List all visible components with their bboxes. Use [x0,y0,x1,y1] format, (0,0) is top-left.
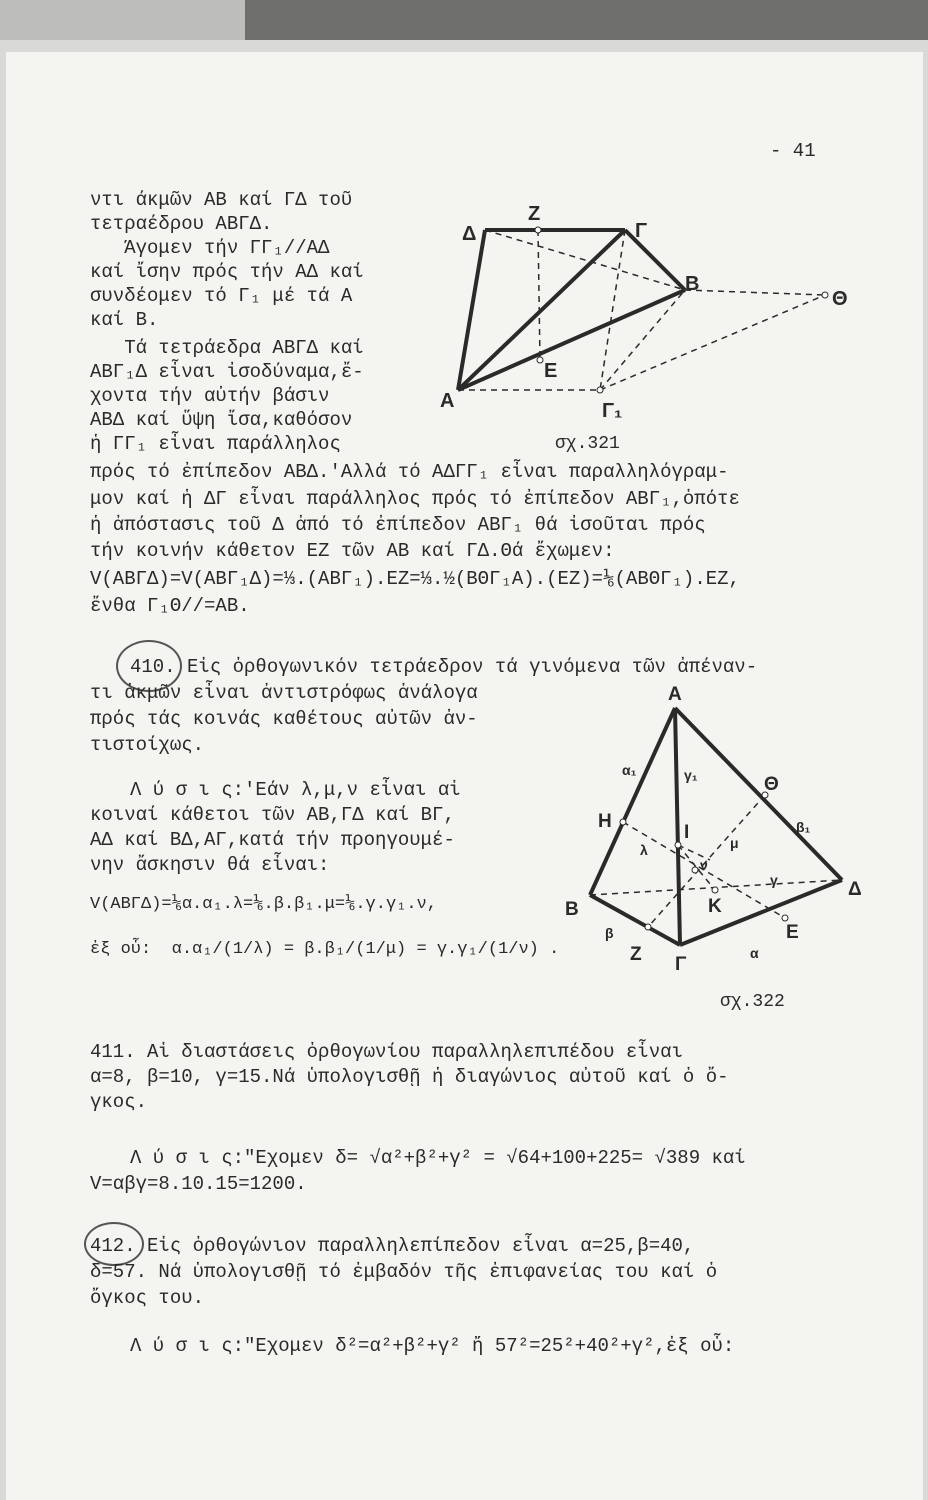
problem-410-line: 410. Εἰς ὀρθογωνικόν τετράεδρον τά γινόμενα τῶν ἀπέναν- [130,656,758,678]
text-line: πρός τό ἐπίπεδον ΑΒΔ.'Αλλά τό ΑΔΓΓ₁ εἶναι παραλληλόγραμ- [90,461,729,483]
label-gamma: Γ [675,954,687,975]
text-line: καί ἴσην πρός τήν ΑΔ καί [90,261,364,283]
figure-caption-321: σχ.321 [555,434,620,454]
text-line: ΑΒΓ₁Δ εἶναι ἰσοδύναμα,ἔ- [90,361,364,383]
text-line: τετραέδρου ΑΒΓΔ. [90,213,273,235]
label-epsilon: Ε [544,360,558,382]
solution-410-line: ΑΔ καί ΒΔ,ΑΓ,κατά τήν προηγουμέ- [90,829,455,851]
label-c1: γ₁ [684,767,698,783]
solution-411-line: V=αβγ=8.10.15=1200. [90,1173,307,1195]
problem-411-line: α=8, β=10, γ=15.Νά ὑπολογισθῇ ἡ διαγώνιος αὐτοῦ καί ὁ ὄ- [90,1066,729,1088]
formula-ratios: ἐξ οὗ: α.α₁/(1/λ) = β.β₁/(1/μ) = γ.γ₁/(1/ν) . [90,940,560,959]
problem-412-line: ὄγκος του. [90,1287,205,1309]
text-line: ἡ ἀπόστασις τοῦ Δ ἀπό τό ἐπίπεδον ΑΒΓ₁ θά ἰσοῦται πρός [90,514,706,536]
problem-411-line: γκος. [90,1091,148,1113]
label-gamma-small: γ [770,872,778,888]
label-theta: Θ [832,288,848,310]
label-epsilon: Ε [786,922,799,943]
text-line: ἔνθα Γ₁Θ//=ΑΒ. [90,595,250,617]
label-kappa: Κ [708,896,722,917]
label-a1: α₁ [622,762,637,778]
problem-411-line: 411. Αἱ διαστάσεις ὀρθογωνίου παραλληλεπιπέδου εἶναι [90,1041,683,1063]
formula-volume-products: V(ΑΒΓΔ)=⅙α.α₁.λ=⅙.β.β₁.μ=⅙.γ.γ₁.ν, [90,895,437,914]
scan-dark-strip [245,0,928,40]
problem-410-line: τι ἀκμῶν εἶναι ἀντιστρόφως ἀνάλογα [90,682,478,704]
label-alpha: Α [440,390,455,412]
text-line: ἡ ΓΓ₁ εἶναι παράλληλος [90,433,341,455]
label-lambda: λ [640,842,648,858]
solution-411-line: Λ ύ σ ι ς:"Εχομεν δ= √α²+β²+γ² = √64+100+225= √389 καί [130,1147,746,1169]
figure-caption-322: σχ.322 [720,992,785,1012]
text-line: τήν κοινήν κάθετον ΕΖ τῶν ΑΒ καί ΓΔ.Θά ἔχωμεν: [90,540,615,562]
solution-410-line: Λ ύ σ ι ς:'Εάν λ,μ,ν εἶναι αἱ [130,779,461,801]
label-gamma: Γ [635,220,648,242]
label-theta: Θ [764,774,779,795]
figure-321 [410,195,860,435]
text-line: συνδέομεν τό Γ₁ μέ τά Α [90,285,353,307]
label-zeta: Ζ [630,944,642,965]
solution-410-line: κοιναί κάθετοι τῶν ΑΒ,ΓΔ καί ΒΓ, [90,804,455,826]
label-beta: Β [685,273,700,295]
label-gamma1: Γ₁ [602,400,623,422]
problem-410-line: πρός τάς κοινάς καθέτους αὐτῶν ἀν- [90,708,478,730]
label-beta: Β [565,899,579,920]
label-alpha-small: α [750,945,759,961]
label-eta: Η [598,811,612,832]
page-number: - 41 [770,140,816,162]
label-alpha: Α [668,684,682,705]
label-mu: μ [730,835,739,851]
label-beta-small: β [605,925,614,941]
figure-322 [560,680,880,990]
problem-412-line: δ=57. Νά ὑπολογισθῇ τό ἐμβαδόν τῆς ἐπιφανείας του καί ὁ [90,1261,718,1283]
problem-410-line: τιστοίχως. [90,734,205,756]
text-line: χοντα τήν αὐτήν βάσιν [90,385,330,407]
edge-ab [458,290,685,390]
text-line: Άγομεν τήν ΓΓ₁//ΑΔ [90,237,330,259]
text-line: ντι άκμῶν ΑΒ καί ΓΔ τοῦ [90,189,353,211]
text-line: ΑΒΔ καί ὕψη ἴσα,καθόσον [90,409,353,431]
label-nu: ν [700,857,708,873]
text-line: μον καί ἡ ΔΓ εἶναι παράλληλος πρός τό ἐπίπεδον ΑΒΓ₁,ὁπότε [90,488,740,510]
label-delta: Δ [848,879,862,900]
text-line: καί Β. [90,309,159,331]
solution-410-line: νην ἄσκησιν θά εἶναι: [90,854,330,876]
label-delta: Δ [462,223,477,245]
edge-ag [458,230,625,390]
problem-412-line: 412. Εἰς ὀρθογώνιον παραλληλεπίπεδον εἶναι α=25,β=40, [90,1235,695,1257]
formula-volume: V(ΑΒΓΔ)=V(ΑΒΓ₁Δ)=⅓.(ΑΒΓ₁).ΕΖ=⅓.½(ΒΘΓ₁Α).(ΕΖ)=⅙(ΑΒΘΓ₁).ΕΖ, [90,568,740,590]
label-zeta: Ζ [528,203,541,225]
label-iota: Ι [684,822,690,843]
solution-412-line: Λ ύ σ ι ς:"Εχομεν δ²=α²+β²+γ² ἤ 57²=25²+40²+γ²,ἐξ οὗ: [130,1335,735,1357]
label-b1: β₁ [796,819,811,835]
text-line: Τά τετράεδρα ΑΒΓΔ καί [90,337,364,359]
